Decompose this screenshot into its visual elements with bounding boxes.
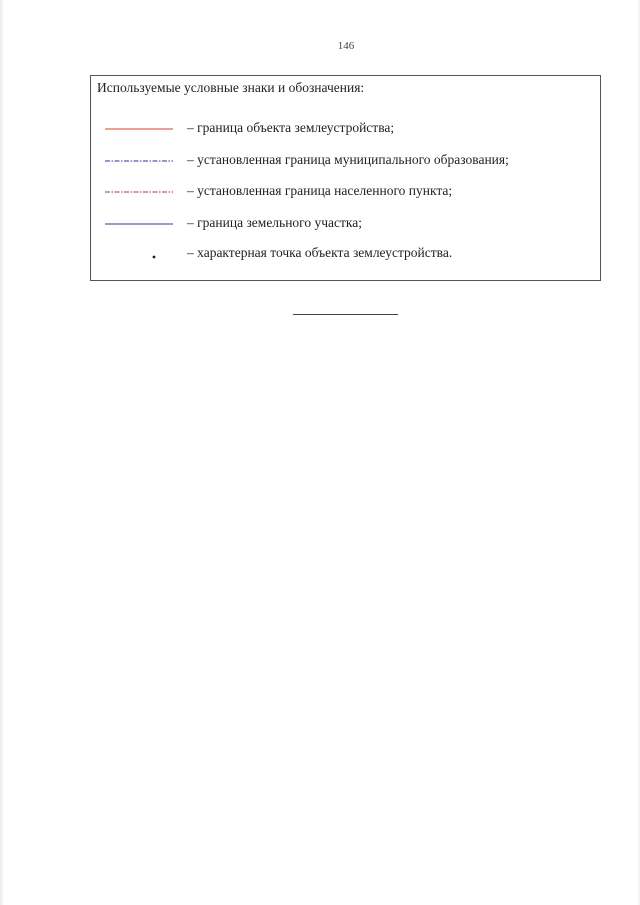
legend-item-text: – установленная граница муниципального образования; — [187, 152, 509, 167]
solid-line-red-symbol — [105, 127, 173, 131]
legend-item-text: – установленная граница населенного пункта; — [187, 183, 453, 198]
end-rule — [293, 314, 398, 315]
dash-dot-line-red-symbol — [105, 190, 173, 194]
legend-item-municipal-boundary — [91, 151, 600, 171]
symbol-point — [153, 256, 156, 259]
legend-item-characteristic-point — [91, 244, 600, 264]
legend-item-object-boundary — [91, 119, 600, 139]
point-symbol — [105, 254, 173, 258]
legend-item-text: – граница земельного участка; — [187, 215, 363, 230]
legend-box — [90, 75, 601, 281]
solid-line-blue-symbol — [105, 222, 173, 226]
legend-title: Используемые условные знаки и обозначения: — [97, 80, 365, 95]
legend-item-land-plot-boundary — [91, 214, 600, 234]
scan-edge-left — [0, 0, 4, 905]
dash-dot-line-blue-symbol — [105, 159, 173, 163]
legend-item-text: – граница объекта землеустройства; — [187, 120, 395, 135]
legend-item-text: – характерная точка объекта землеустройства. — [187, 245, 453, 260]
page-number: 146 — [337, 40, 355, 52]
legend-item-settlement-boundary — [91, 182, 600, 202]
